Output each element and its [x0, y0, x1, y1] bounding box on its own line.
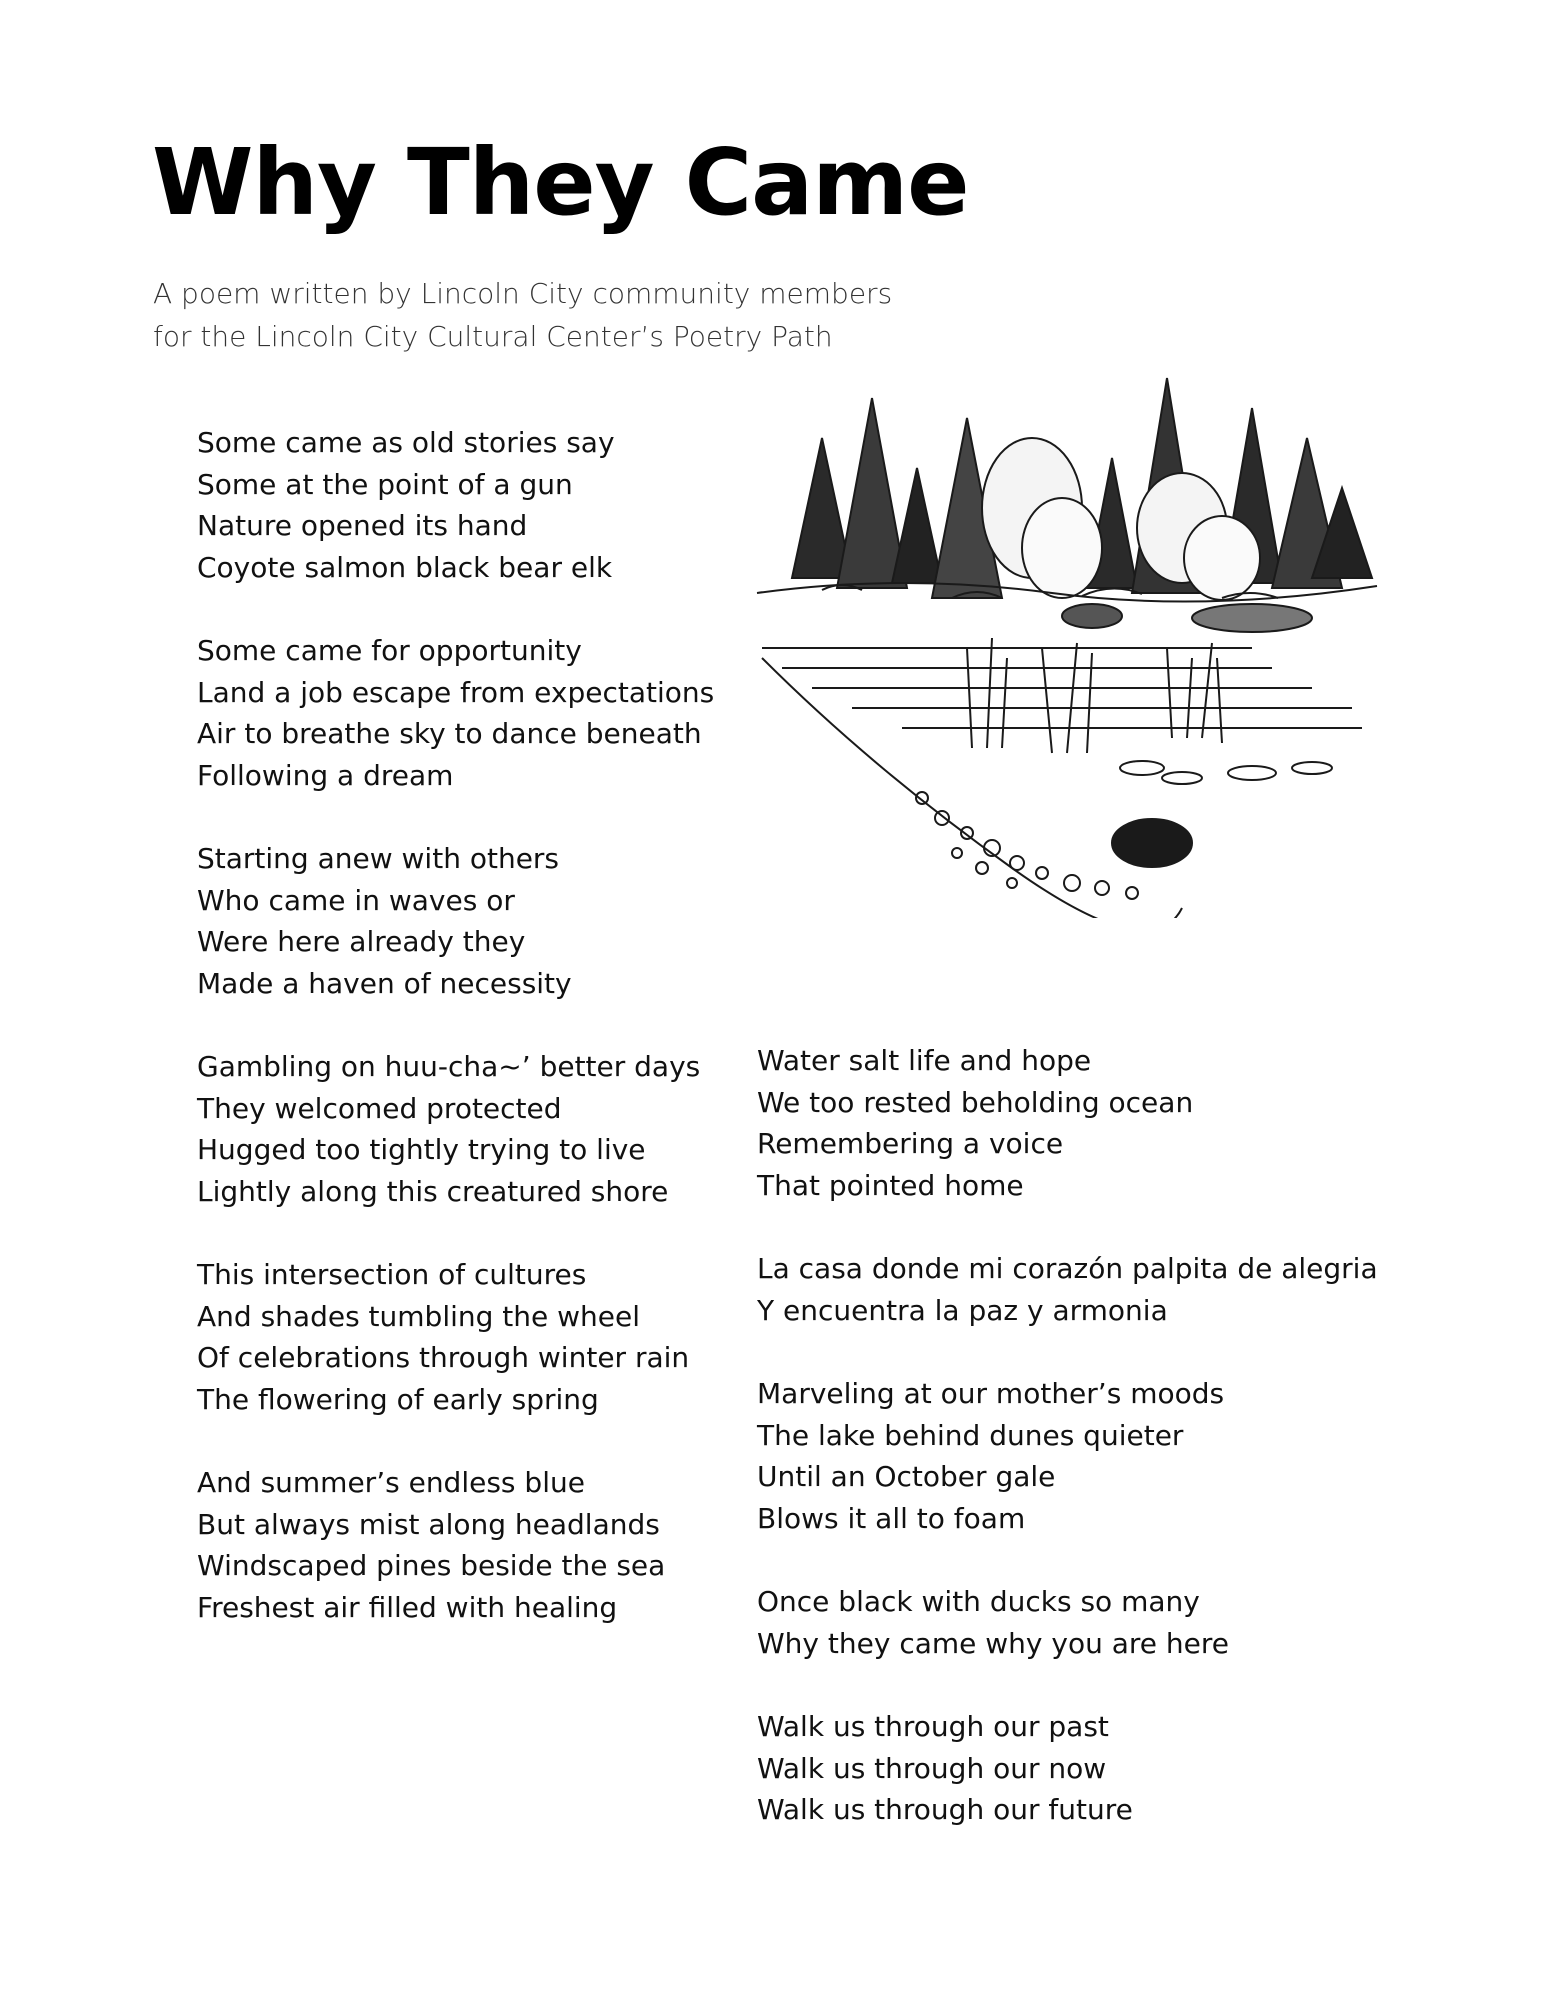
- poem-line: Following a dream: [197, 758, 454, 792]
- poem-line: This intersection of cultures: [197, 1258, 587, 1291]
- poem-line: Blows it all to foam: [757, 1501, 1026, 1535]
- poem-line: Walk us through our past: [757, 1710, 1109, 1743]
- poem-line: La casa donde mi corazón palpita de alegria: [757, 1252, 1378, 1285]
- poem-line: The flowering of early spring: [197, 1382, 599, 1416]
- lake-forest-illustration-icon: [752, 348, 1382, 918]
- poem-line: We too rested beholding ocean: [757, 1085, 1194, 1119]
- stanza: [757, 1040, 1377, 1206]
- poem-line: Were here already they: [197, 925, 526, 958]
- stanza: [757, 1373, 1377, 1539]
- subtitle-line-1: A poem written by Lincoln City community members: [153, 277, 893, 310]
- poem-line: That pointed home: [757, 1168, 1024, 1202]
- stanza: [197, 1462, 757, 1628]
- poem-line: Walk us through our now: [757, 1751, 1107, 1785]
- poem-line: Once black with ducks so many: [757, 1585, 1200, 1618]
- stanza: [197, 838, 757, 1004]
- stanza: [757, 1581, 1377, 1664]
- poem-right-column: [757, 1040, 1377, 1873]
- poem-line: Lightly along this creatured shore: [197, 1174, 669, 1208]
- poem-line: But always mist along headlands: [197, 1507, 660, 1541]
- poem-line: Nature opened its hand: [197, 509, 528, 542]
- poem-left-column: [197, 422, 757, 1670]
- stanza: [197, 422, 757, 588]
- poem-line: Y encuentra la paz y armonia: [757, 1293, 1168, 1327]
- poem-line: Starting anew with others: [197, 842, 560, 875]
- poem-line: Windscaped pines beside the sea: [197, 1549, 666, 1582]
- poem-line: Remembering a voice: [757, 1127, 1064, 1160]
- poem-line: Hugged too tightly trying to live: [197, 1133, 646, 1166]
- page-title: Why They Came: [152, 129, 969, 236]
- stanza: [197, 1254, 757, 1420]
- poem-line: Who came in waves or: [197, 883, 515, 917]
- poem-line: Some at the point of a gun: [197, 467, 573, 501]
- stanza: [197, 630, 757, 796]
- poem-line: The lake behind dunes quieter: [757, 1418, 1184, 1452]
- poem-line: They welcomed protected: [197, 1091, 562, 1125]
- poem-line: Coyote salmon black bear elk: [197, 550, 613, 584]
- poem-line: Gambling on huu-cha~’ better days: [197, 1050, 701, 1083]
- poem-line: Land a job escape from expectations: [197, 675, 715, 709]
- poem-line: Water salt life and hope: [757, 1044, 1092, 1077]
- poem-line: And shades tumbling the wheel: [197, 1299, 641, 1333]
- poem-line: Why they came why you are here: [757, 1626, 1230, 1660]
- stanza: [197, 1046, 757, 1212]
- poem-line: Freshest air filled with healing: [197, 1590, 618, 1624]
- poem-line: Made a haven of necessity: [197, 966, 572, 1000]
- poem-line: Marveling at our mother’s moods: [757, 1377, 1225, 1410]
- poem-line: Of celebrations through winter rain: [197, 1341, 690, 1374]
- stanza: [757, 1248, 1377, 1331]
- subtitle: [153, 272, 892, 358]
- poem-line: Air to breathe sky to dance beneath: [197, 717, 702, 750]
- poem-line: And summer’s endless blue: [197, 1466, 585, 1499]
- poem-line: Walk us through our future: [757, 1793, 1133, 1826]
- poem-line: Some came for opportunity: [197, 634, 582, 667]
- stanza: [757, 1706, 1377, 1831]
- poem-line: Some came as old stories say: [197, 426, 615, 459]
- poem-line: Until an October gale: [757, 1460, 1056, 1493]
- subtitle-line-2: for the Lincoln City Cultural Center’s Poetry Path: [153, 320, 833, 353]
